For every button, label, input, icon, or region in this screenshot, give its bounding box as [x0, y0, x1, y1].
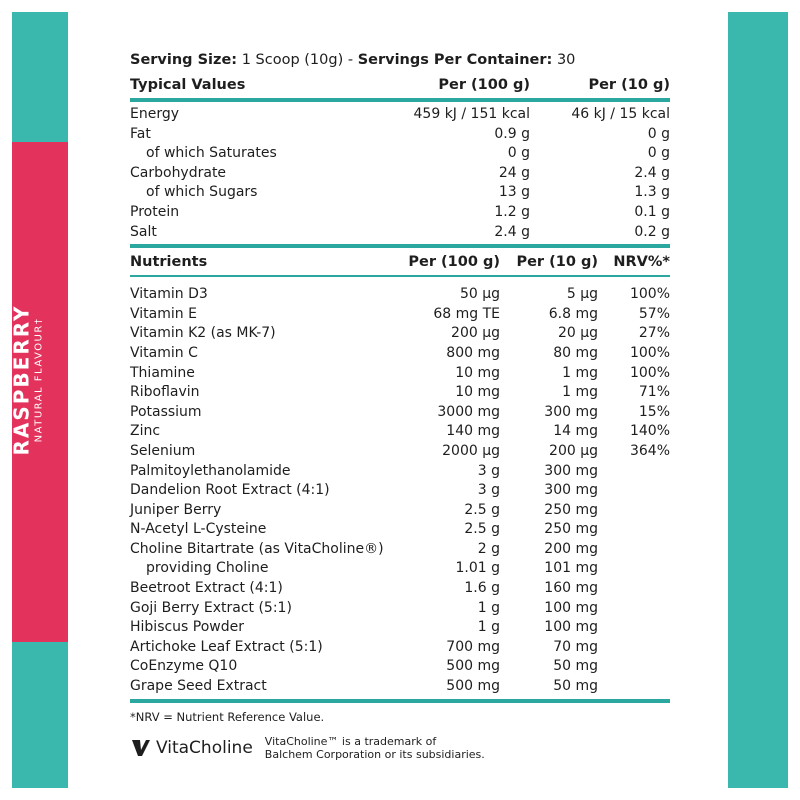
nrv-percent — [598, 540, 670, 560]
value-per-10g: 250 mg — [544, 521, 598, 538]
value-per-100g: 1 g — [477, 599, 500, 616]
value-per-10g: 250 mg — [544, 501, 598, 518]
table-row — [130, 559, 670, 579]
value-per-10g: 101 mg — [544, 560, 598, 577]
nutrient-name: Carbohydrate — [130, 164, 227, 181]
flavour-name: RASPBERRY — [9, 304, 34, 456]
value-per-10g: 1.3 g — [634, 184, 670, 201]
nrv-percent — [598, 481, 670, 501]
value-per-100g: 1.01 g — [455, 560, 500, 577]
value-per-10g: 0.1 g — [634, 203, 670, 220]
table-row — [130, 422, 670, 442]
nutrient-name: Goji Berry Extract (5:1) — [130, 599, 292, 616]
nrv-percent: 140% — [629, 423, 670, 440]
value-per-10g: 160 mg — [544, 580, 598, 597]
nrv-percent: 57% — [638, 305, 670, 322]
table-row — [130, 125, 670, 145]
table-row — [130, 403, 670, 423]
value-per-10g: 0 g — [647, 125, 670, 142]
typical-values-header — [130, 74, 670, 96]
value-per-100g: 1.2 g — [494, 203, 530, 220]
value-per-10g: 46 kJ / 15 kcal — [571, 106, 670, 122]
serving-size-value: 1 Scoop (10g) — [241, 52, 344, 68]
value-per-10g: 1 mg — [562, 384, 598, 401]
table-row — [130, 203, 670, 223]
serving-size-label: Serving Size: — [130, 52, 238, 68]
nutrient-name: providing Choline — [146, 560, 269, 577]
nutrient-name: N-Acetyl L-Cysteine — [130, 521, 267, 538]
trademark-note — [265, 735, 485, 761]
nrv-percent — [598, 599, 670, 619]
table-row — [130, 144, 670, 164]
value-per-10g: 1 mg — [562, 364, 598, 381]
value-per-10g: 5 µg — [566, 286, 598, 303]
table-row — [130, 305, 670, 325]
nrv-percent: 15% — [638, 403, 670, 420]
serving-info — [130, 46, 670, 74]
value-per-100g: 3 g — [477, 462, 500, 479]
nrv-percent: 27% — [638, 325, 670, 342]
value-per-100g: 13 g — [498, 184, 530, 201]
value-per-10g: 0.2 g — [634, 223, 670, 240]
nrv-percent — [598, 501, 670, 521]
per-100g-heading: Per (100 g) — [438, 77, 530, 93]
table-row — [130, 285, 670, 305]
table-row — [130, 618, 670, 638]
value-per-100g: 3000 mg — [437, 403, 500, 420]
nrv-percent — [598, 462, 670, 482]
nrv-percent — [598, 618, 670, 638]
value-per-10g: 300 mg — [544, 462, 598, 479]
value-per-100g: 800 mg — [446, 344, 500, 361]
nutrients-per-10g-heading: Per (10 g) — [516, 254, 598, 271]
table-row — [130, 677, 670, 697]
value-per-10g: 80 mg — [553, 344, 598, 361]
nutrient-name: Hibiscus Powder — [130, 619, 245, 636]
header-rule — [130, 98, 670, 102]
right-teal-strip — [728, 12, 788, 788]
value-per-10g: 50 mg — [553, 678, 598, 695]
value-per-10g: 300 mg — [544, 403, 598, 420]
nutrient-name: of which Saturates — [146, 145, 277, 162]
nutrient-name: Beetroot Extract (4:1) — [130, 580, 283, 597]
value-per-10g: 200 µg — [549, 442, 598, 459]
servings-per-container-label: Servings Per Container: — [357, 52, 553, 68]
nutrient-name: Selenium — [130, 442, 196, 459]
nutrient-name: Protein — [130, 203, 180, 220]
nrv-percent: 71% — [638, 384, 670, 401]
nrv-heading: NRV%* — [613, 254, 670, 271]
nutrient-name: Riboflavin — [130, 384, 200, 401]
value-per-100g: 2000 µg — [442, 442, 500, 459]
nutrients-table — [130, 285, 670, 696]
nrv-percent — [598, 638, 670, 658]
section-rule — [130, 244, 670, 248]
value-per-100g: 10 mg — [455, 364, 500, 381]
value-per-100g: 0 g — [507, 145, 530, 162]
value-per-10g: 50 mg — [553, 658, 598, 675]
table-row — [130, 383, 670, 403]
value-per-100g: 50 µg — [459, 286, 500, 303]
value-per-100g: 10 mg — [455, 384, 500, 401]
value-per-10g: 200 mg — [544, 540, 598, 557]
nutrient-name: Choline Bitartrate (as VitaCholine®) — [130, 540, 384, 557]
table-row — [130, 462, 670, 482]
nutrient-name: Vitamin E — [130, 305, 197, 322]
value-per-100g: 2.5 g — [464, 501, 500, 518]
value-per-10g: 300 mg — [544, 482, 598, 499]
typical-values-table — [130, 105, 670, 242]
value-per-10g: 2.4 g — [634, 164, 670, 181]
table-row — [130, 344, 670, 364]
bottom-rule — [130, 699, 670, 703]
table-row — [130, 501, 670, 521]
nrv-percent — [598, 520, 670, 540]
per-10g-heading: Per (10 g) — [588, 77, 670, 93]
nrv-percent: 364% — [629, 442, 670, 459]
table-row — [130, 481, 670, 501]
table-row — [130, 223, 670, 243]
nutrients-header-rule — [130, 275, 670, 277]
nrv-percent: 100% — [629, 364, 670, 381]
value-per-10g: 20 µg — [557, 325, 598, 342]
table-row — [130, 183, 670, 203]
vitacholine-logo — [130, 737, 253, 759]
nutrient-name: CoEnzyme Q10 — [130, 658, 238, 675]
servings-per-container-value: 30 — [556, 52, 576, 68]
nutrient-name: Potassium — [130, 403, 202, 420]
typical-values-heading: Typical Values — [130, 77, 246, 93]
value-per-100g: 1 g — [477, 619, 500, 636]
value-per-10g: 6.8 mg — [548, 305, 598, 322]
value-per-100g: 1.6 g — [464, 580, 500, 597]
value-per-10g: 14 mg — [553, 423, 598, 440]
nutrients-per-100g-heading: Per (100 g) — [408, 254, 500, 271]
value-per-10g: 100 mg — [544, 619, 598, 636]
trademark-footer — [130, 735, 670, 761]
nrv-percent: 100% — [629, 286, 670, 303]
table-row — [130, 520, 670, 540]
nutrient-name: Thiamine — [130, 364, 195, 381]
value-per-10g: 0 g — [647, 145, 670, 162]
serving-separator: - — [347, 52, 354, 68]
value-per-100g: 24 g — [498, 164, 530, 181]
vitacholine-mark-icon — [130, 737, 152, 759]
trademark-line-2: Balchem Corporation or its subsidiaries. — [264, 747, 485, 761]
nrv-percent: 100% — [629, 344, 670, 361]
value-per-100g: 500 mg — [446, 678, 500, 695]
nutrient-name: Zinc — [130, 423, 161, 440]
table-row — [130, 105, 670, 125]
nutrients-header — [130, 251, 670, 273]
nutrient-name: Palmitoylethanolamide — [130, 462, 291, 479]
table-row — [130, 164, 670, 184]
nrv-percent — [598, 579, 670, 599]
table-row — [130, 599, 670, 619]
value-per-100g: 0.9 g — [494, 125, 530, 142]
table-row — [130, 579, 670, 599]
nutrition-panel — [130, 46, 670, 761]
natural-flavour-note: NATURAL FLAVOUR† — [33, 317, 45, 443]
nutrient-name: of which Sugars — [146, 184, 258, 201]
table-row — [130, 442, 670, 462]
nutrient-name: Energy — [130, 106, 180, 122]
nrv-percent — [598, 657, 670, 677]
trademark-line-1: VitaCholine™ is a trademark of — [264, 734, 437, 748]
table-row — [130, 657, 670, 677]
value-per-100g: 200 µg — [451, 325, 500, 342]
value-per-100g: 3 g — [477, 482, 500, 499]
nrv-percent — [598, 677, 670, 697]
nrv-percent — [598, 559, 670, 579]
nutrient-name: Vitamin C — [130, 344, 198, 361]
table-row — [130, 540, 670, 560]
nutrient-name: Vitamin K2 (as MK-7) — [130, 325, 276, 342]
table-row — [130, 364, 670, 384]
value-per-100g: 140 mg — [446, 423, 500, 440]
nutrient-name: Salt — [130, 223, 157, 240]
nutrients-heading: Nutrients — [130, 254, 208, 271]
vitacholine-logo-text: VitaCholine — [156, 737, 253, 758]
value-per-100g: 2.5 g — [464, 521, 500, 538]
flavour-label — [11, 304, 46, 455]
nutrient-name: Fat — [130, 125, 151, 142]
nutrient-name: Artichoke Leaf Extract (5:1) — [130, 638, 323, 655]
value-per-100g: 2 g — [477, 540, 500, 557]
value-per-100g: 500 mg — [446, 658, 500, 675]
value-per-10g: 70 mg — [553, 638, 598, 655]
value-per-100g: 459 kJ / 151 kcal — [413, 106, 530, 122]
value-per-10g: 100 mg — [544, 599, 598, 616]
nutrient-name: Vitamin D3 — [130, 286, 208, 303]
nrv-footnote: *NRV = Nutrient Reference Value. — [130, 709, 325, 724]
nutrient-name: Grape Seed Extract — [130, 678, 267, 695]
table-row — [130, 638, 670, 658]
value-per-100g: 2.4 g — [494, 223, 530, 240]
value-per-100g: 68 mg TE — [433, 305, 500, 322]
value-per-100g: 700 mg — [446, 638, 500, 655]
nutrient-name: Juniper Berry — [130, 501, 222, 518]
table-row — [130, 324, 670, 344]
nutrient-name: Dandelion Root Extract (4:1) — [130, 482, 330, 499]
